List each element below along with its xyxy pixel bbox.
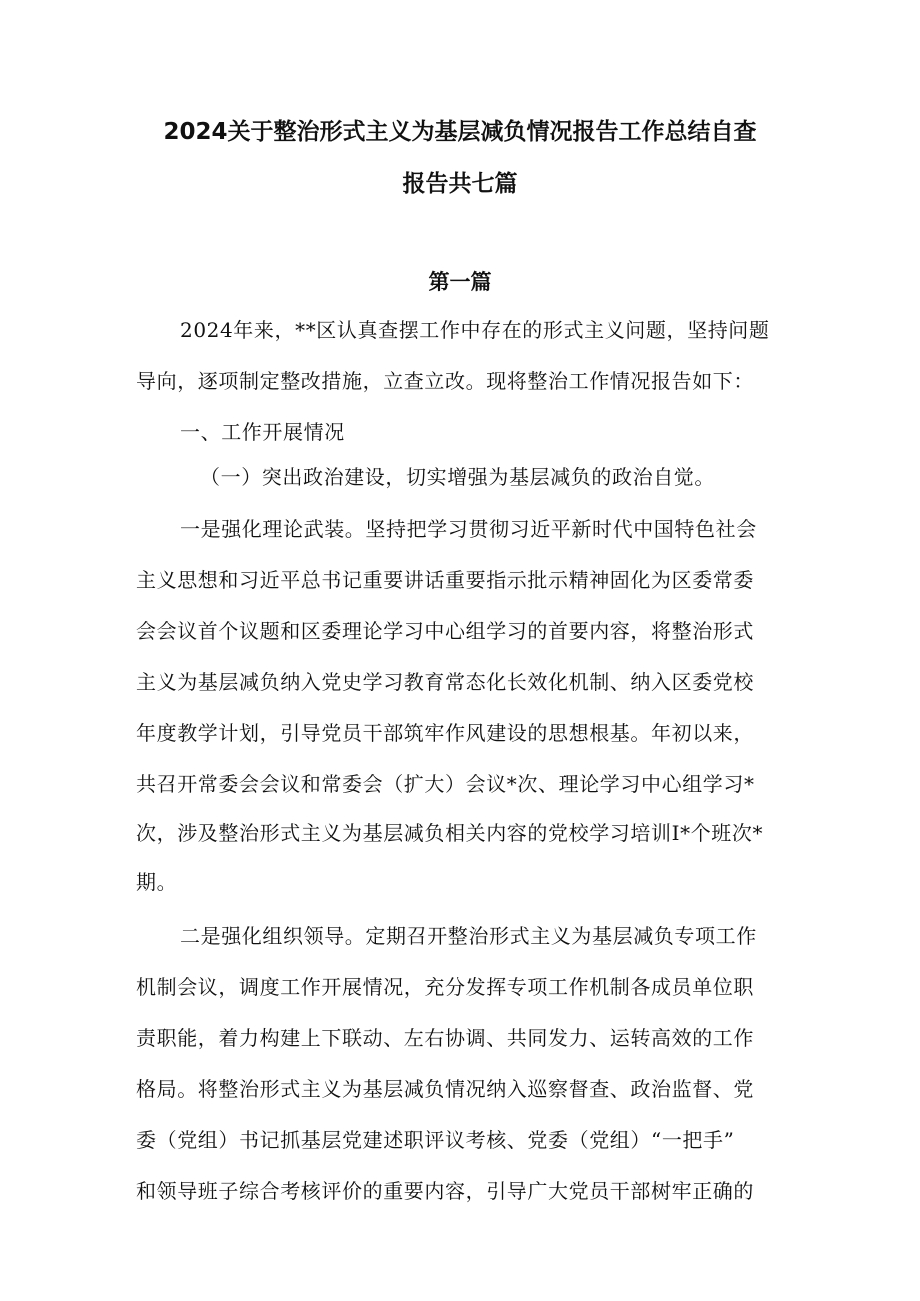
paragraph-line: 年度教学计划，引导党员干部筑牢作风建设的思想根基。年初以来， bbox=[136, 721, 754, 745]
paragraph-line: 责职能，着力构建上下联动、左右协调、共同发力、运转高效的工作 bbox=[136, 1026, 754, 1050]
paragraph-line: 委（党组）书记抓基层党建述职评议考核、党委（党组）“一把手” bbox=[136, 1128, 735, 1152]
paragraph-line: 主义为基层减负纳入党史学习教育常态化长效化机制、纳入区委党校 bbox=[136, 670, 754, 694]
paragraph-line: 和领导班子综合考核评价的重要内容，引导广大党员干部树牢正确的 bbox=[136, 1179, 754, 1203]
paragraph-line: 格局。将整治形式主义为基层减负情况纳入巡察督查、政治监督、党 bbox=[136, 1077, 754, 1101]
paragraph-line: 会会议首个议题和区委理论学习中心组学习的首要内容，将整治形式 bbox=[136, 619, 754, 643]
paragraph-line: 二是强化组织领导。定期召开整治形式主义为基层减负专项工作 bbox=[180, 924, 757, 948]
section-heading: 第一篇 bbox=[428, 270, 492, 294]
document-title-line-1: 2024关于整治形式主义为基层减负情况报告工作总结自查 bbox=[163, 119, 757, 145]
subsection-heading: （一）突出政治建设，切实增强为基层减负的政治自觉。 bbox=[200, 465, 715, 489]
paragraph-line: 机制会议，调度工作开展情况，充分发挥专项工作机制各成员单位职 bbox=[136, 975, 754, 999]
paragraph-line: 共召开常委会会议和常委会（扩大）会议*次、理论学习中心组学习* bbox=[136, 772, 755, 796]
paragraph-line: 2024年来，**区认真查摆工作中存在的形式主义问题，坚持问题 bbox=[180, 318, 770, 342]
paragraph-line: 期。 bbox=[136, 870, 178, 894]
paragraph-line: 次，涉及整治形式主义为基层减负相关内容的党校学习培训I*个班次* bbox=[136, 821, 764, 845]
paragraph-line: 导向，逐项制定整改措施，立查立改。现将整治工作情况报告如下： bbox=[136, 369, 754, 393]
paragraph-line: 一是强化理论武装。坚持把学习贯彻习近平新时代中国特色社会 bbox=[180, 517, 757, 541]
paragraph-line: 主义思想和习近平总书记重要讲话重要指示批示精神固化为区委常委 bbox=[136, 568, 754, 592]
document-title-line-2: 报告共七篇 bbox=[402, 171, 518, 197]
section-subheading: 一、工作开展情况 bbox=[180, 420, 345, 444]
